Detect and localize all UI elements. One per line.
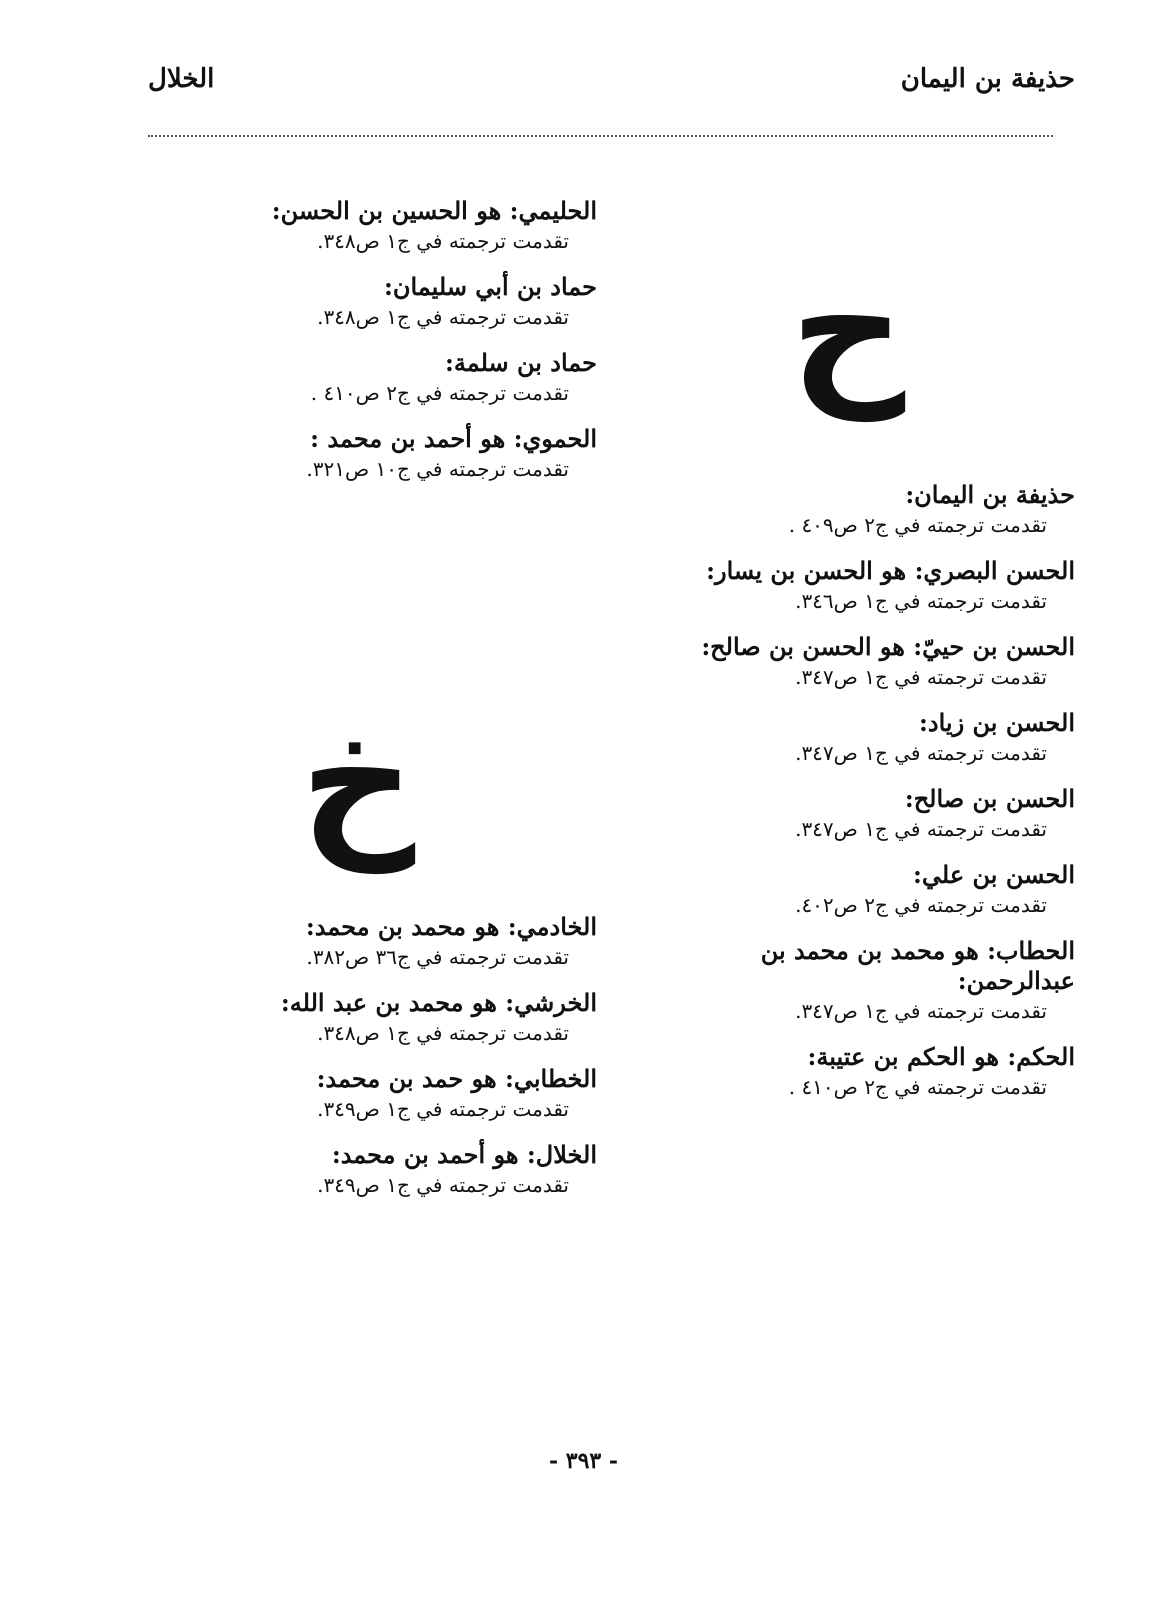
index-entry: [605, 936, 1075, 1026]
index-entry: [605, 1042, 1075, 1102]
entry-reference: تقدمت ترجمته في ج٢ ص٤١٠ .: [788, 1075, 1047, 1099]
entry-name: الخرشي: هو محمد بن عبد الله:: [280, 988, 597, 1017]
entry-name: الخطابي: هو حمد بن محمد:: [316, 1064, 597, 1093]
entry-name: الحموي: هو أحمد بن محمد :: [310, 424, 597, 453]
entry-reference: تقدمت ترجمته في ج١ ص٣٤٨.: [317, 305, 569, 329]
entry-name: الخادمي: هو محمد بن محمد:: [305, 912, 597, 941]
index-entry: [177, 1140, 597, 1200]
entry-name: الحطاب: هو محمد بن محمد بن: [760, 936, 1075, 965]
entry-reference: تقدمت ترجمته في ج١ ص٣٤٧.: [795, 817, 1047, 841]
index-entry: [605, 632, 1075, 692]
index-entry: [177, 424, 597, 484]
index-entry: [605, 556, 1075, 616]
entry-name: الحسن البصري: هو الحسن بن يسار:: [706, 556, 1075, 585]
entry-reference: تقدمت ترجمته في ج١ ص٣٤٧.: [795, 741, 1047, 765]
index-entry: [605, 708, 1075, 768]
entry-name: الحليمي: هو الحسين بن الحسن:: [271, 196, 597, 225]
entry-name: حذيفة بن اليمان:: [905, 480, 1075, 509]
entry-reference: تقدمت ترجمته في ج٣٦ ص٣٨٢.: [306, 945, 569, 969]
index-entry: [605, 480, 1075, 540]
entry-reference: تقدمت ترجمته في ج١ ص٣٤٨.: [317, 1021, 569, 1045]
index-entry: [177, 348, 597, 408]
entry-name: الحسن بن حييّ: هو الحسن بن صالح:: [701, 632, 1075, 661]
entry-reference: تقدمت ترجمته في ج١ ص٣٤٧.: [795, 665, 1047, 689]
entry-name: الحسن بن زياد:: [919, 708, 1075, 737]
index-entry: [177, 272, 597, 332]
entry-name: الحسن بن صالح:: [904, 784, 1075, 813]
page-number: - ٣٩٣ -: [548, 1448, 619, 1474]
section-letter-ha: ح: [790, 234, 906, 421]
running-header-right: حذيفة بن اليمان: [900, 64, 1075, 94]
entry-reference: تقدمت ترجمته في ج١ ص٣٤٩.: [317, 1173, 569, 1197]
entry-name: الخلال: هو أحمد بن محمد:: [331, 1140, 597, 1169]
entry-reference: تقدمت ترجمته في ج١ ص٣٤٩.: [317, 1097, 569, 1121]
index-entry: [605, 860, 1075, 920]
index-entry: [177, 988, 597, 1048]
entry-reference: تقدمت ترجمته في ج١ ص٣٤٨.: [317, 229, 569, 253]
index-entry: [177, 912, 597, 972]
entry-name-continued: عبدالرحمن:: [957, 966, 1075, 995]
index-entry: [177, 196, 597, 256]
entry-name: الحكم: هو الحكم بن عتيبة:: [807, 1042, 1075, 1071]
index-entry: [177, 1064, 597, 1124]
index-entry: [605, 784, 1075, 844]
entry-name: حماد بن أبي سليمان:: [383, 272, 597, 301]
entry-name: الحسن بن علي:: [913, 860, 1075, 889]
entry-reference: تقدمت ترجمته في ج١٠ ص٣٢١.: [306, 457, 569, 481]
entry-reference: تقدمت ترجمته في ج١ ص٣٤٧.: [795, 999, 1047, 1023]
entry-reference: تقدمت ترجمته في ج٢ ص٤٠٢.: [795, 893, 1047, 917]
running-header-left: الخلال: [148, 64, 215, 94]
entry-reference: تقدمت ترجمته في ج٢ ص٤٠٩ .: [788, 513, 1047, 537]
section-letter-kha: خ: [300, 686, 416, 873]
entry-reference: تقدمت ترجمته في ج١ ص٣٤٦.: [795, 589, 1047, 613]
left-column-kha-section: [177, 912, 597, 1200]
header-divider: [148, 135, 1053, 137]
right-column: [605, 480, 1075, 1102]
entry-reference: تقدمت ترجمته في ج٢ ص٤١٠ .: [310, 381, 569, 405]
entry-name: حماد بن سلمة:: [444, 348, 597, 377]
left-column-ha-section: [177, 196, 597, 484]
